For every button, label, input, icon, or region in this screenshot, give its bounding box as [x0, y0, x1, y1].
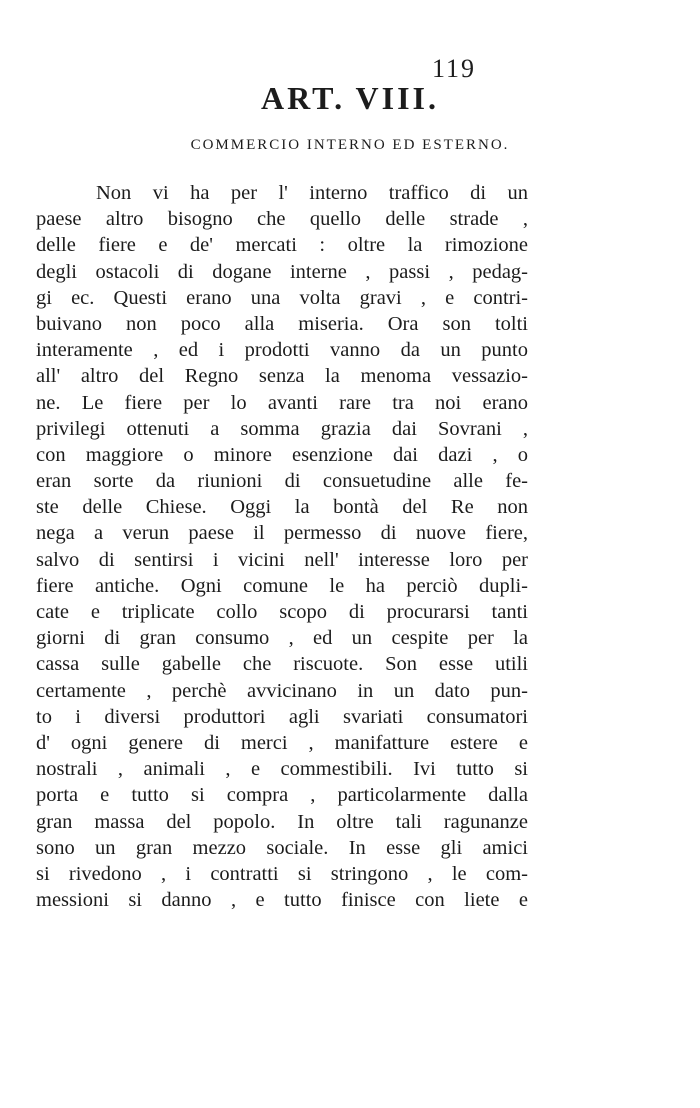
text-line: privilegi ottenuti a somma grazia dai Sovrani ,	[36, 417, 528, 440]
text-line: nostrali , animali , e commestibili. Ivi tutto si	[36, 758, 528, 781]
body-text	[36, 180, 528, 913]
text-line: con maggiore o minore esenzione dai dazi , o	[36, 443, 528, 466]
article-title: ART. VIII.	[261, 80, 439, 116]
text-line: nega a verun paese il permesso di nuove fiere,	[36, 522, 528, 545]
text-line: sono un gran mezzo sociale. In esse gli amici	[36, 836, 528, 859]
text-line: giorni di gran consumo , ed un cespite per la	[36, 627, 528, 650]
text-line: ne. Le fiere per lo avanti rare tra noi erano	[36, 391, 528, 414]
text-line: to i diversi produttori agli svariati consumatori	[36, 705, 528, 728]
text-line: certamente , perchè avvicinano in un dato pun-	[36, 679, 528, 702]
text-line: Non vi ha per l' interno traffico di un	[96, 182, 528, 204]
text-line: eran sorte da riunioni di consuetudine alle fe-	[36, 470, 528, 493]
text-line: cate e triplicate collo scopo di procurarsi tanti	[36, 601, 528, 623]
text-line: ste delle Chiese. Oggi la bontà del Re non	[36, 496, 528, 519]
text-line: gi ec. Questi erano una volta gravi , e contri-	[36, 286, 528, 309]
text-line: gran massa del popolo. In oltre tali ragunanze	[36, 810, 528, 833]
text-line: paese altro bisogno che quello delle strade ,	[36, 208, 528, 231]
page-number: 119	[432, 54, 477, 83]
text-line: delle fiere e de' mercati : oltre la rimozione	[36, 234, 528, 257]
section-subtitle: COMMERCIO INTERNO ED ESTERNO.	[190, 137, 510, 153]
text-line: si rivedono , i contratti si stringono , le com-	[36, 862, 528, 885]
text-line: d' ogni genere di merci , manifatture estere e	[36, 731, 528, 754]
text-line: salvo di sentirsi i vicini nell' interesse loro per	[36, 548, 528, 571]
text-line: all' altro del Regno senza la menoma vessazio-	[36, 365, 528, 388]
text-line: degli ostacoli di dogane interne , passi , pedag-	[36, 260, 528, 283]
text-line: fiere antiche. Ogni comune le ha perciò dupli-	[36, 574, 528, 597]
text-line: interamente , ed i prodotti vanno da un punto	[36, 339, 528, 362]
text-line: porta e tutto si compra , particolarmente dalla	[36, 784, 528, 807]
text-line: messioni si danno , e tutto finisce con liete e	[36, 889, 528, 912]
text-line: buivano non poco alla miseria. Ora son tolti	[36, 312, 528, 335]
text-line: cassa sulle gabelle che riscuote. Son esse utili	[36, 653, 528, 676]
